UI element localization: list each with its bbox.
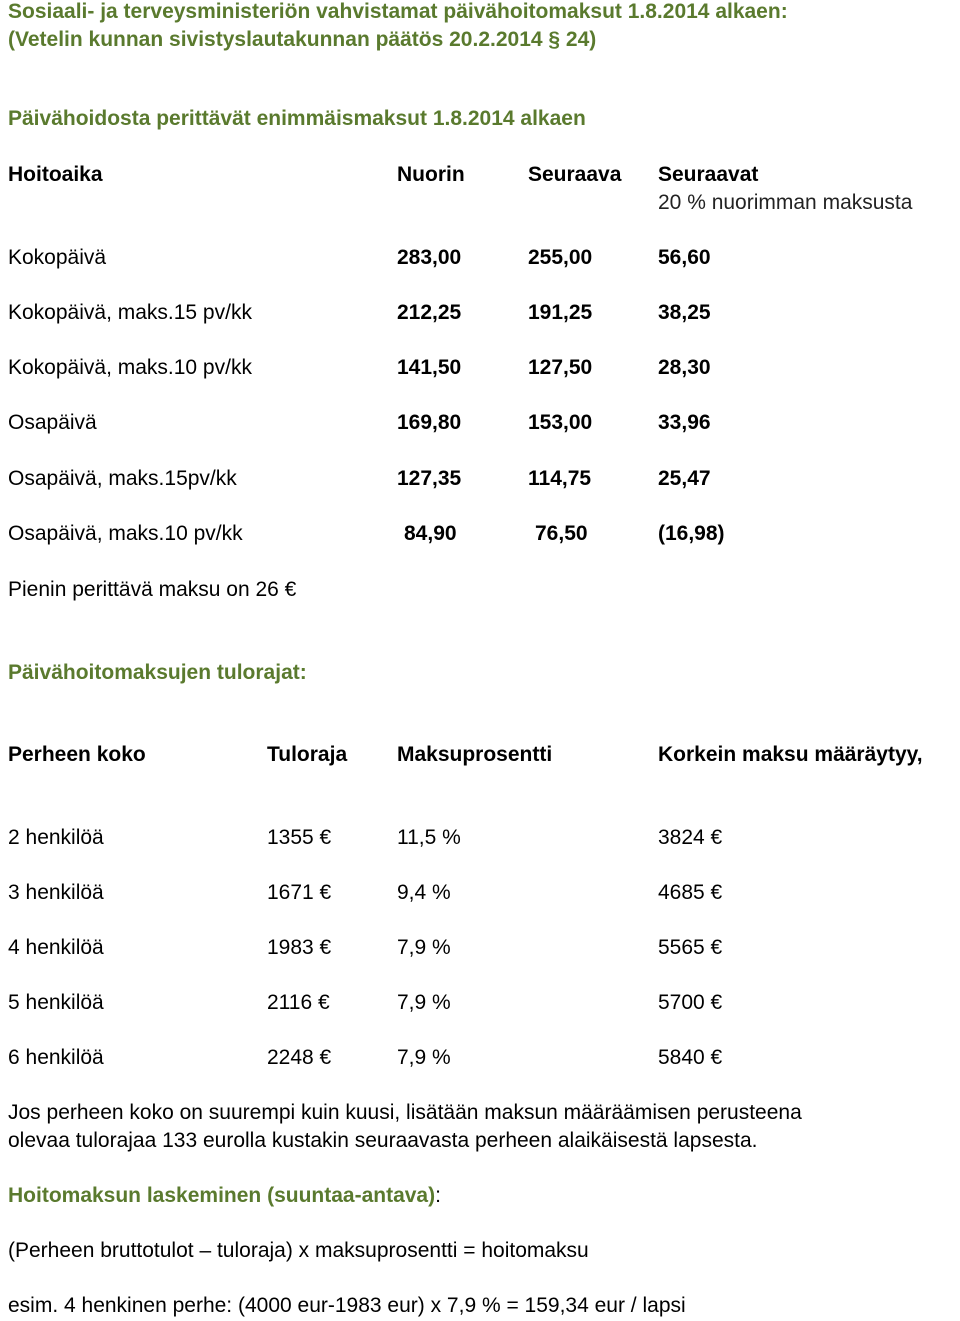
income-row-percent: 7,9 % [397,1046,451,1069]
income-col-size: Perheen koko [8,743,146,766]
income-title: Päivähoitomaksujen tulorajat: [8,661,307,684]
fees-row-label: Osapäivä [8,411,97,434]
fees-row-label: Kokopäivä, maks.15 pv/kk [8,301,252,324]
income-row-size: 6 henkilöä [8,1046,104,1069]
fees-row-nuorin: 141,50 [397,356,462,379]
income-col-percent: Maksuprosentti [397,743,553,766]
fees-row-seuraava: 127,50 [528,356,593,379]
example-text: esim. 4 henkinen perhe: (4000 eur-1983 eur) x 7,9 % = 159,34 eur / lapsi [8,1294,686,1317]
income-row-limit: 1671 € [267,881,332,904]
income-row-percent: 11,5 % [397,826,461,849]
fees-row-nuorin: 283,00 [397,246,462,269]
income-row-max: 5700 € [658,991,723,1014]
fees-row-seuraava: 153,00 [528,411,593,434]
fees-row-nuorin: 169,80 [397,411,462,434]
income-row-max: 5565 € [658,936,723,959]
income-row-limit: 2116 € [267,991,330,1014]
fees-col-seuraavat: Seuraavat [658,163,759,186]
fees-row-label: Osapäivä, maks.10 pv/kk [8,522,243,545]
income-row-size: 4 henkilöä [8,936,104,959]
income-row-percent: 7,9 % [397,991,451,1014]
fees-row-seuraava: 114,75 [528,467,592,490]
fees-row-label: Osapäivä, maks.15pv/kk [8,467,237,490]
income-col-max: Korkein maksu määräytyy, [658,743,923,766]
income-row-size: 5 henkilöä [8,991,104,1014]
fees-row-seuraava: 76,50 [535,522,588,545]
fees-row-seuraavat: 38,25 [658,301,711,324]
income-row-max: 4685 € [658,881,723,904]
fees-row-seuraavat: 33,96 [658,411,711,434]
fees-row-seuraavat: (16,98) [658,522,725,545]
income-row-max: 3824 € [658,826,723,849]
header-line-1: Sosiaali- ja terveysministeriön vahvistamat päivähoitomaksut 1.8.2014 alkaen: [8,0,788,23]
fees-row-seuraavat: 56,60 [658,246,711,269]
fees-col-seuraava: Seuraava [528,163,622,186]
fees-row-nuorin: 127,35 [397,467,462,490]
fees-col-nuorin: Nuorin [397,163,465,186]
fees-row-seuraava: 191,25 [528,301,593,324]
fees-row-seuraavat: 28,30 [658,356,711,379]
calc-title-text: Hoitomaksun laskeminen (suuntaa-antava) [8,1184,436,1207]
calc-title-colon: : [435,1184,441,1207]
fees-title: Päivähoidosta perittävät enimmäismaksut 1.8.2014 alkaen [8,107,586,130]
fees-row-label: Kokopäivä, maks.10 pv/kk [8,356,252,379]
note-line-1: Jos perheen koko on suurempi kuin kuusi, lisätään maksun määräämisen perusteena [8,1101,802,1124]
fees-row-seuraava: 255,00 [528,246,593,269]
income-row-limit: 1355 € [267,826,332,849]
fees-col-seuraavat-sub: 20 % nuorimman maksusta [658,191,913,214]
fees-col-hoitoaika: Hoitoaika [8,163,103,186]
fees-row-label: Kokopäivä [8,246,107,269]
calc-title [8,1184,441,1208]
income-row-max: 5840 € [658,1046,723,1069]
fees-row-seuraavat: 25,47 [658,467,711,490]
formula-text: (Perheen bruttotulot – tuloraja) x maksuprosentti = hoitomaksu [8,1239,589,1262]
income-row-percent: 7,9 % [397,936,451,959]
fees-row-nuorin: 84,90 [404,522,457,545]
income-row-limit: 1983 € [267,936,332,959]
income-row-limit: 2248 € [267,1046,332,1069]
income-row-size: 3 henkilöä [8,881,104,904]
header-line-2: (Vetelin kunnan sivistyslautakunnan päätös 20.2.2014 § 24) [8,28,597,51]
income-col-limit: Tuloraja [267,743,348,766]
fees-row-nuorin: 212,25 [397,301,462,324]
income-row-size: 2 henkilöä [8,826,104,849]
income-row-percent: 9,4 % [397,881,451,904]
note-line-2: olevaa tulorajaa 133 eurolla kustakin seuraavasta perheen alaikäisestä lapsesta. [8,1129,758,1152]
min-fee-text: Pienin perittävä maksu on 26 € [8,578,297,601]
